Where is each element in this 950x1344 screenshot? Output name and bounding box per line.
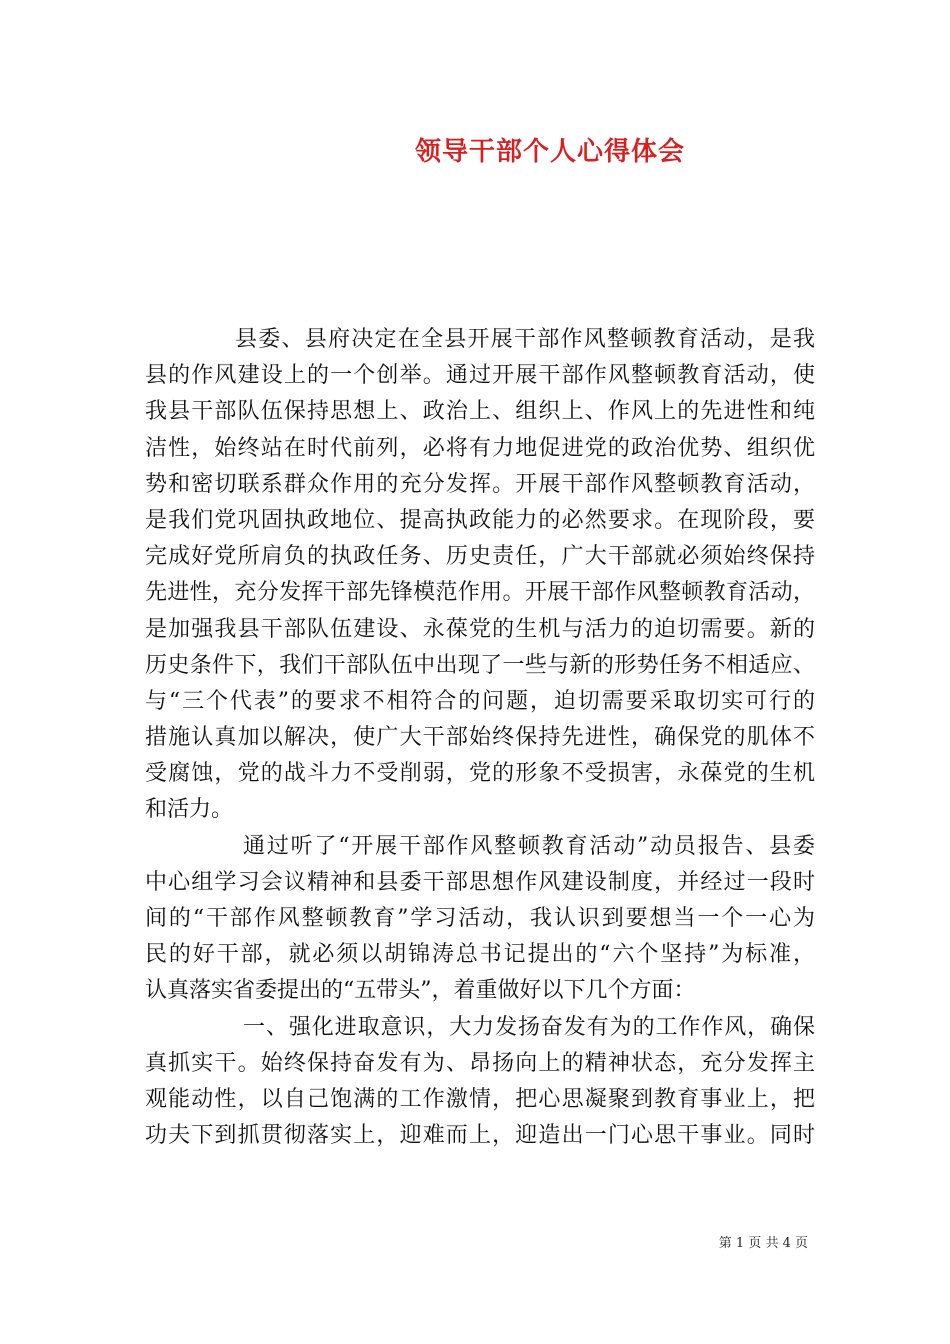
paragraph-1-line-6: 是我们党巩固执政地位、提高执政能力的必然要求。在现阶段，要: [145, 507, 815, 533]
paragraph-1-line-1: 县委、县府决定在全县开展干部作风整顿教育活动，是我: [235, 327, 815, 352]
page-number-footer: 第 1 页 共 4 页: [718, 1236, 808, 1251]
paragraph-1-line-9: 是加强我县干部队伍建设、永葆党的生机与活力的迫切需要。新的: [145, 616, 815, 642]
paragraph-1-line-2: 县的作风建设上的一个创举。通过开展干部作风整顿教育活动，使: [145, 363, 815, 389]
paragraph-2-line-4: 民的好干部，就必须以胡锦涛总书记提出的“六个坚持”为标准，: [145, 942, 815, 968]
document-title: 领导干部个人心得体会: [414, 137, 685, 167]
paragraph-1-line-14: 和活力。: [145, 797, 234, 823]
paragraph-1-line-7: 完成好党所肩负的执政任务、历史责任，广大干部就必须始终保持: [145, 544, 815, 570]
paragraph-2-line-2: 中心组学习会议精神和县委干部思想作风建设制度，并经过一段时: [145, 869, 815, 895]
paragraph-3-line-3: 观能动性，以自己饱满的工作激情，把心思凝聚到教育事业上，把: [145, 1086, 815, 1112]
document-body: [145, 322, 815, 1154]
paragraph-2-line-5: 认真落实省委提出的“五带头”，着重做好以下几个方面：: [145, 978, 696, 1004]
paragraph-3-line-1: 一、强化进取意识，大力发扬奋发有为的工作作风，确保: [243, 1014, 815, 1040]
paragraph-2-line-3: 间的“干部作风整顿教育”学习活动，我认识到要想当一个一心为: [145, 906, 815, 931]
paragraph-1-line-4: 洁性，始终站在时代前列，必将有力地促进党的政治优势、组织优: [145, 435, 815, 461]
paragraph-1-line-10: 历史条件下，我们干部队伍中出现了一些与新的形势任务不相适应、: [145, 652, 815, 678]
paragraph-1-line-8: 先进性，充分发挥干部先锋模范作用。开展干部作风整顿教育活动，: [145, 580, 815, 606]
paragraph-1-line-5: 势和密切联系群众作用的充分发挥。开展干部作风整顿教育活动，: [145, 471, 815, 497]
paragraph-3-line-2: 真抓实干。始终保持奋发有为、昂扬向上的精神状态，充分发挥主: [145, 1050, 815, 1076]
paragraph-1-line-12: 措施认真加以解决，使广大干部始终保持先进性，确保党的肌体不: [145, 725, 815, 751]
paragraph-2-line-1: 通过听了“开展干部作风整顿教育活动”动员报告、县委: [243, 833, 815, 859]
paragraph-3-line-4: 功夫下到抓贯彻落实上，迎难而上，迎造出一门心思干事业。同时: [145, 1123, 815, 1149]
paragraph-1-line-13: 受腐蚀，党的战斗力不受削弱，党的形象不受损害，永葆党的生机: [145, 761, 815, 787]
paragraph-1-line-11: 与“三个代表”的要求不相符合的问题，迫切需要采取切实可行的: [145, 688, 815, 714]
paragraph-1-line-3: 我县干部队伍保持思想上、政治上、组织上、作风上的先进性和纯: [145, 399, 815, 425]
